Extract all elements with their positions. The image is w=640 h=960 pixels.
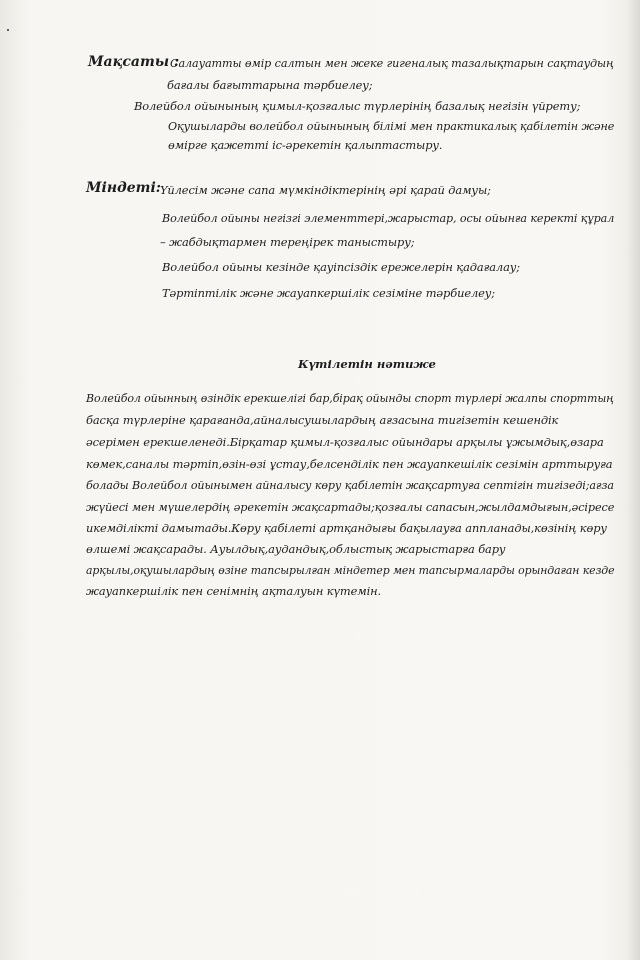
result-line: болады Волейбол ойынымен айналысу көру қабілетін жақсартуға септігін тигізеді;ағза — [86, 478, 614, 492]
scan-speck — [7, 29, 9, 31]
result-line: басқа түрлеріне қарағанда,айналысушылардың ағзасына тигізетін кешендік — [86, 413, 559, 427]
result-line: өлшемі жақсарады. Ауылдық,аудандық,облыстық жарыстарға бару — [86, 542, 506, 556]
result-line: жүйесі мен мүшелердің әрекетін жақсартады;қозғалы сапасын,жылдамдығын,әсіресе — [86, 500, 615, 514]
goal-line: Волейбол ойынының қимыл-қозғалыс түрлерінің базалық негізін үйрету; — [134, 99, 581, 113]
result-line: Волейбол ойынның өзіндік ерекшелігі бар,бірақ ойынды спорт түрлері жалпы спорттың — [86, 391, 614, 405]
result-line: арқылы,оқушылардың өзіне тапсырылған міндетер мен тапсырмаларды орындаған кезде — [86, 563, 615, 577]
goal-line: Оқушыларды волейбол ойынының білімі мен практикалық қабілетін және — [168, 119, 615, 133]
result-line: жауапкершілік пен сенімнің ақталуын күтемін. — [86, 584, 382, 598]
task-line: Волейбол ойыны кезінде қауіпсіздік ережелерін қадағалау; — [162, 260, 521, 274]
task-line: – жабдықтармен тереңірек таныстыру; — [160, 235, 415, 249]
page-edge-shadow — [626, 0, 640, 960]
result-line: әсерімен ерекшеленеді.Бірқатар қимыл-қозғалыс ойындары арқылы ұжымдық,өзара — [86, 435, 604, 449]
goal-line: бағалы бағыттарына тәрбиелеу; — [167, 78, 373, 92]
goal-line: өмірге қажетті іс-әрекетін қалыптастыру. — [168, 138, 443, 152]
task-line: Волейбол ойыны негізгі элементтері,жарыстар, осы ойынға керекті құрал — [162, 211, 615, 225]
result-line: икемділікті дамытады.Көру қабілеті артқандығы бақылауға аппланады,көзінің көру — [86, 521, 607, 535]
goal-label: Мақсаты : — [88, 54, 180, 70]
result-line: көмек,саналы тәртіп,өзін-өзі ұстау,белсенділік пен жауапкешілік сезімін арттыруға — [86, 457, 613, 471]
task-label: Міндеті: — [86, 180, 161, 196]
goal-line: Салауатты өмір салтын мен жеке гигеналық тазалықтарын сақтаудың — [170, 56, 614, 70]
task-line: Тәртіптілік және жауапкершілік сезіміне тәрбиелеу; — [162, 286, 496, 300]
expected-result-title: Күтілетін нәтиже — [298, 357, 436, 371]
task-line: Үйлесім және сапа мүмкіндіктерінің әрі қарай дамуы; — [160, 183, 491, 197]
